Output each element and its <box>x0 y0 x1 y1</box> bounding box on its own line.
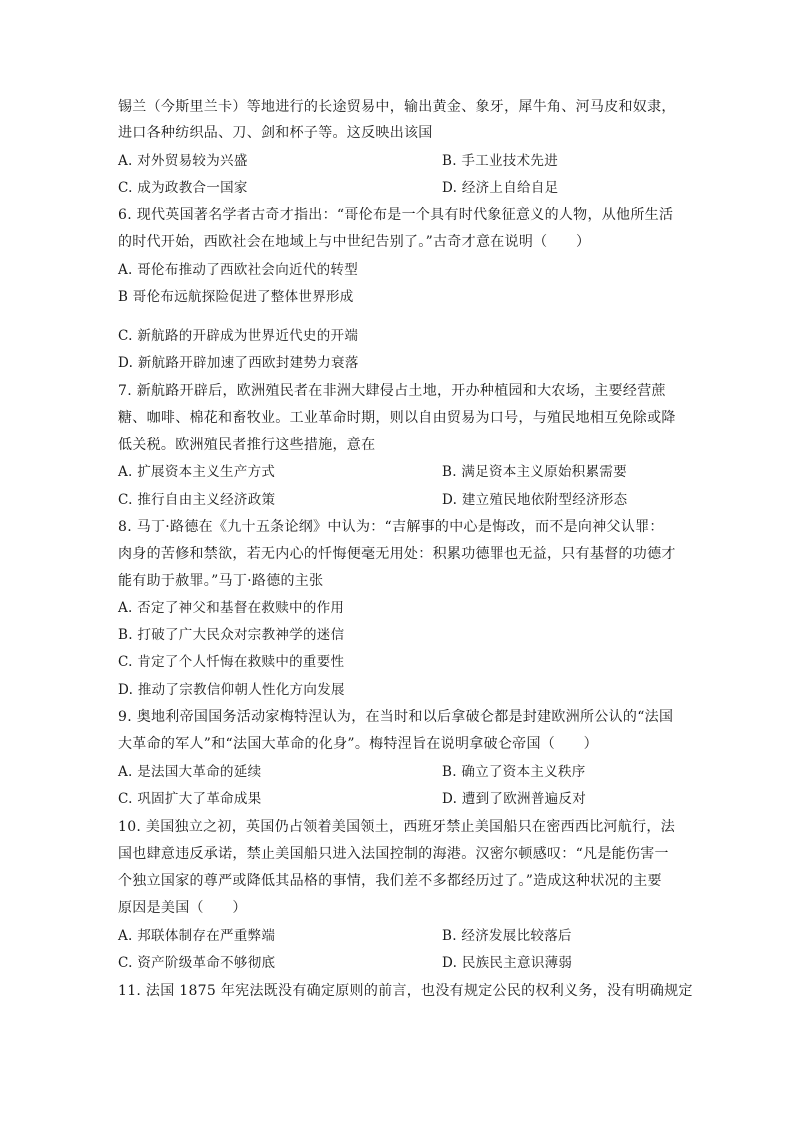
q8-stem-line-1: 8. 马丁·路德在《九十五条论纲》中认为：“吉解事的中心是悔改，而不是向神父认罪： <box>118 519 664 535</box>
q10-stem-line-4: 原因是美国（ ） <box>118 900 247 916</box>
q7-stem-line-2: 糖、咖啡、棉花和畜牧业。工业革命时期，则以自由贸易为口号，与殖民地相互免除或降 <box>118 410 676 426</box>
q10-stem-line-1: 10. 美国独立之初，英国仍占领着美国领土，西班牙禁止美国船只在密西西比河航行，法 <box>118 819 676 835</box>
q5-option-a: A. 对外贸易较为兴盛 <box>118 153 248 169</box>
q10-option-d: D. 民族民主意识薄弱 <box>442 955 573 971</box>
q5-option-c: C. 成为政教合一国家 <box>118 180 248 196</box>
q9-option-a: A. 是法国大革命的延续 <box>118 764 262 780</box>
q10-stem-line-2: 国也肆意违反承诺，禁止美国船只进入法国控制的海港。汉密尔顿感叹：“凡是能伤害一 <box>118 846 669 862</box>
q6-option-c: C. 新航路的开辟成为世界近代史的开端 <box>118 328 359 344</box>
q6-stem-line-1: 6. 现代英国著名学者古奇才指出：“哥伦布是一个具有时代象征意义的人物，从他所生活 <box>118 207 674 223</box>
q10-option-c: C. 资产阶级革命不够彻底 <box>118 955 276 971</box>
q5-stem-line-1: 锡兰（今斯里兰卡）等地进行的长途贸易中，输出黄金、象牙，犀牛角、河马皮和奴隶， <box>118 99 676 115</box>
q9-option-c: C. 巩固扩大了革命成果 <box>118 791 262 807</box>
q7-option-d: D. 建立殖民地依附型经济形态 <box>442 492 628 508</box>
q7-stem-line-3: 低关税。欧洲殖民者推行这些措施，意在 <box>118 437 376 453</box>
q6-option-b: B 哥伦布远航探险促进了整体世界形成 <box>118 289 354 305</box>
q7-option-a: A. 扩展资本主义生产方式 <box>118 464 276 480</box>
q8-stem-line-3: 能有助于赦罪。”马丁·路德的主张 <box>118 573 324 589</box>
q11-stem-line-1: 11. 法国 1875 年宪法既没有确定原则的前言，也没有规定公民的权利义务，没有明确规定 <box>118 983 693 999</box>
q5-stem-line-2: 进口各种纺织品、刀、剑和杯子等。这反映出该国 <box>118 125 433 141</box>
q6-option-a: A. 哥伦布推动了西欧社会向近代的转型 <box>118 262 359 278</box>
q8-option-d: D. 推动了宗教信仰朝人性化方向发展 <box>118 682 345 698</box>
q9-stem-line-2: 大革命的军人”和“法国大革命的化身”。梅特涅旨在说明拿破仑帝国（ ） <box>118 736 598 752</box>
q5-option-b: B. 手工业技术先进 <box>442 153 559 169</box>
q8-stem-line-2: 肉身的苦修和禁欲，若无内心的忏悔便毫无用处：积累功德罪也无益，只有基督的功德才 <box>118 546 676 562</box>
q6-stem-line-2: 的时代开始，西欧社会在地域上与中世纪告别了。”古奇才意在说明（ ） <box>118 234 591 250</box>
q6-option-d: D. 新航路开辟加速了西欧封建势力衰落 <box>118 355 359 371</box>
q9-option-d: D. 遭到了欧洲普遍反对 <box>442 791 587 807</box>
q8-option-a: A. 否定了神父和基督在救赎中的作用 <box>118 600 345 616</box>
q8-option-c: C. 肯定了个人忏悔在救赎中的重要性 <box>118 654 345 670</box>
q10-option-b: B. 经济发展比较落后 <box>442 928 572 944</box>
q5-option-d: D. 经济上自给自足 <box>442 180 559 196</box>
q8-option-b: B. 打破了广大民众对宗教神学的迷信 <box>118 627 345 643</box>
q10-stem-line-3: 个独立国家的尊严或降低其品格的事情，我们差不多都经历过了。”造成这种状况的主要 <box>118 873 662 889</box>
q7-option-c: C. 推行自由主义经济政策 <box>118 492 276 508</box>
q10-option-a: A. 邦联体制存在严重弊端 <box>118 928 276 944</box>
q9-stem-line-1: 9. 奥地利帝国国务活动家梅特涅认为，在当时和以后拿破仑都是封建欧洲所公认的“法国 <box>118 709 674 725</box>
q7-stem-line-1: 7. 新航路开辟后，欧洲殖民者在非洲大肆侵占土地，开办种植园和大农场，主要经营蔗 <box>118 383 666 399</box>
q9-option-b: B. 确立了资本主义秩序 <box>442 764 586 780</box>
q7-option-b: B. 满足资本主义原始积累需要 <box>442 464 628 480</box>
